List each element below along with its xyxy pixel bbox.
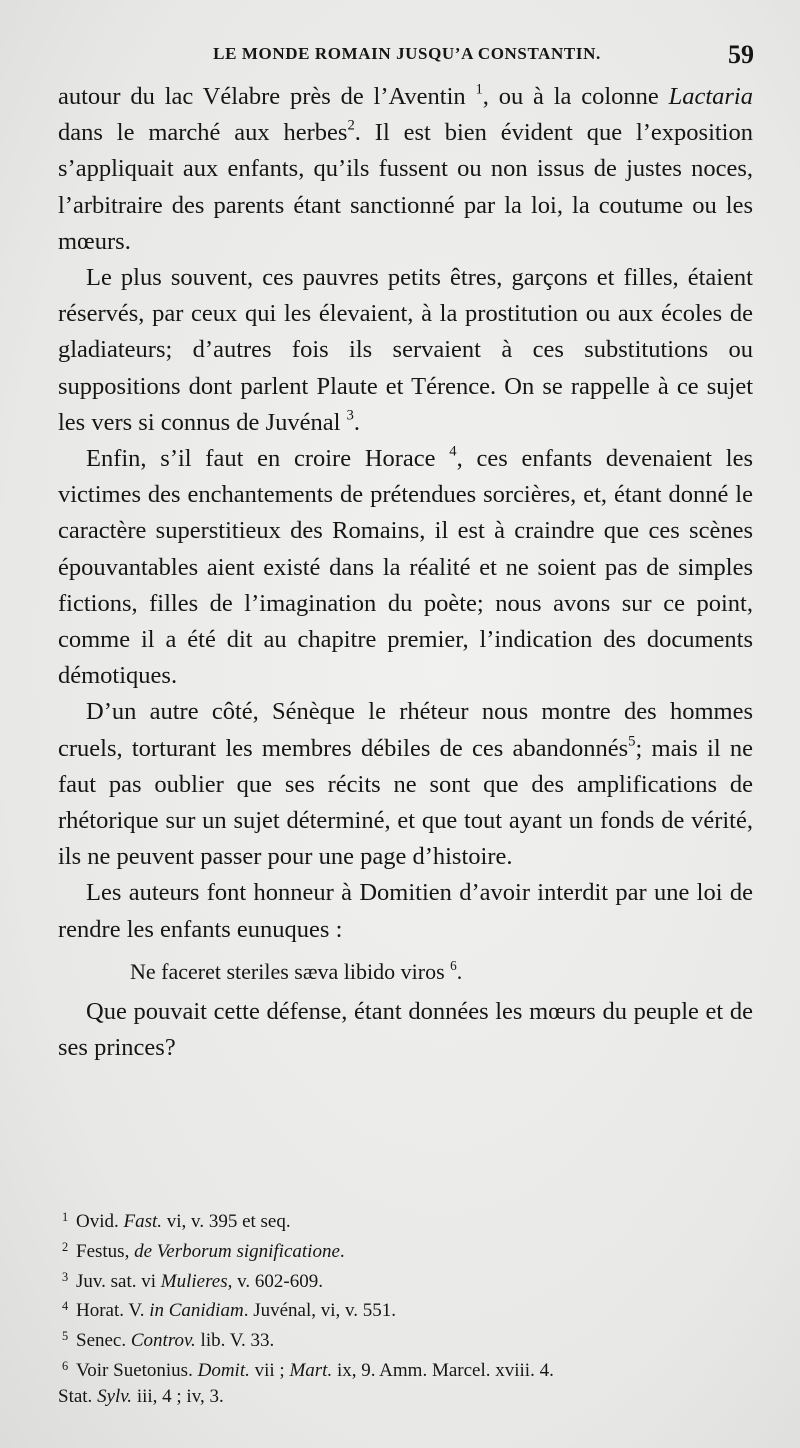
paragraph-6: Que pouvait cette défense, étant données les mœurs du peuple et de ses princes? xyxy=(58,998,753,1062)
body-text xyxy=(58,79,753,1066)
footnote-ref-4: 4 xyxy=(449,443,457,460)
paragraph-5: Les auteurs font honneur à Domitien d’avoir interdit par une loi de rendre les enfants eunuques : xyxy=(58,879,753,943)
footnote-ref-6: 6 xyxy=(450,957,457,973)
paragraph-1: autour du lac Vélabre près de l’Aventin $^1$, ou à la colonne Lactaria dans le marché aux herbes$^2$. Il est bien évident que l’exposition s’appliquait aux enfants, qu’ils fussent ou non issus de justes noces, l’arbitraire des parents étant sanctionné par la loi, la coutume ou les mœurs. xyxy=(58,81,753,255)
running-head xyxy=(60,40,754,74)
footnote-6: 6 Voir Suetonius. Domit. vii ; Mart. ix, 9. Amm. Marcel. xviii. 4. xyxy=(62,1358,554,1381)
footnote-ref-1: 1 xyxy=(475,81,483,98)
paragraph-4: D’un autre côté, Sénèque le rhéteur nous montre des hommes cruels, torturant les membres débiles de ces abandonnés$^5$; mais il ne faut pas oublier que ses récits ne sont que des amplifications de rhétorique sur un sujet déterminé, et que tout ayant un fonds de vérité, ils ne peuvent passer pour une page d’histoire. xyxy=(58,698,753,871)
paragraph-3: Enfin, s’il faut en croire Horace $^4$, ces enfants devenaient les victimes des enchantements de prétendues sorcières, et, étant donné le caractère superstitieux des Romains, il est à craindre que ces scènes épouvantables aient existé dans la réalité et ne soient pas de simples fictions, filles de l’imagination du poète; nous avons sur ce point, comme il a été dit au chapitre premier, l’indication des documents démotiques. xyxy=(58,443,753,690)
footnote-3: 3 Juv. sat. vi Mulieres, v. 602-609. xyxy=(62,1269,323,1292)
footnote-ref-2: 2 xyxy=(347,117,355,134)
paragraph-2: Le plus souvent, ces pauvres petits êtres, garçons et filles, étaient réservés, par ceux qui les élevaient, à la prostitution ou aux écoles de gladiateurs; d’autres fois ils servaient à ces substitutions ou suppositions dont parlent Plaute et Térence. On se rappelle à ce sujet les vers si connus de Juvénal $^3$. xyxy=(58,264,753,436)
footnote-6-continuation: Stat. Sylv. iii, 4 ; iv, 3. xyxy=(58,1385,224,1407)
page-number: 59 xyxy=(728,40,754,69)
footnote-2: 2 Festus, de Verborum significatione. xyxy=(62,1239,345,1262)
footnote-ref-3: 3 xyxy=(346,407,354,424)
footnote-1: 1 Ovid. Fast. vi, v. 395 et seq. xyxy=(62,1210,291,1233)
verse-quote: Ne faceret steriles sæva libido viros $^6$. xyxy=(130,957,463,984)
running-title: LE MONDE ROMAIN JUSQU’A CONSTANTIN. xyxy=(213,44,601,63)
footnote-4: 4 Horat. V. in Canidiam. Juvénal, vi, v. 551. xyxy=(62,1299,397,1322)
footnote-5: 5 Senec. Controv. lib. V. 33. xyxy=(62,1329,275,1352)
footnote-ref-5: 5 xyxy=(628,733,636,750)
footnotes xyxy=(58,1205,756,1409)
